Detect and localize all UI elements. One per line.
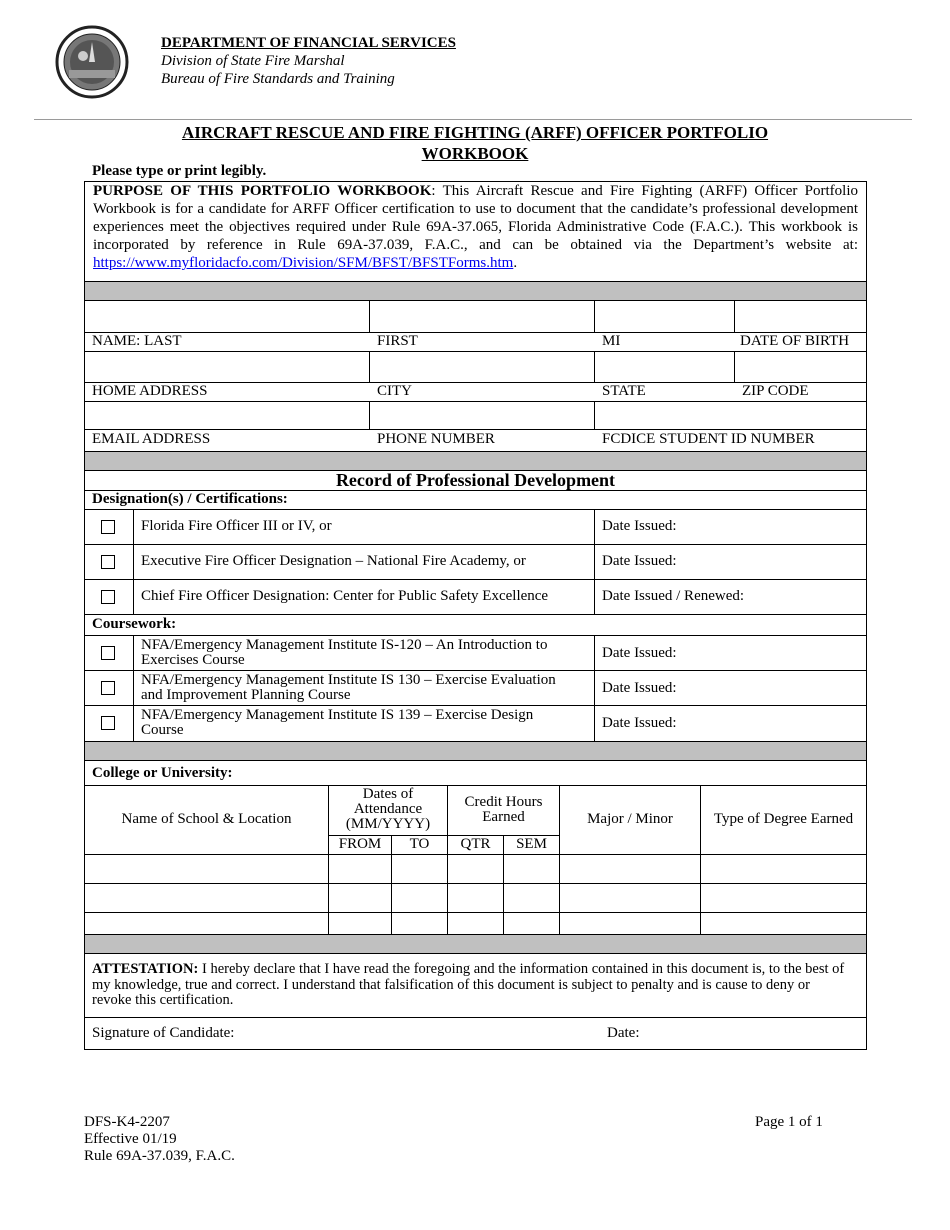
sem-cell[interactable] xyxy=(503,912,560,935)
form-title-line1: AIRCRAFT RESCUE AND FIRE FIGHTING (ARFF) OFFICER PORTFOLIO xyxy=(181,123,769,142)
to-cell[interactable] xyxy=(391,912,448,935)
student-id-field[interactable] xyxy=(594,401,867,430)
form-title-line2: WORKBOOK xyxy=(421,144,529,163)
date-renewed-label: Date Issued / Renewed: xyxy=(602,588,745,604)
department-name: DEPARTMENT OF FINANCIAL SERVICES xyxy=(161,35,456,51)
col-dates-line2: Attendance xyxy=(353,801,423,817)
date-issued-label: Date Issued: xyxy=(602,553,677,569)
col-qtr-label: QTR xyxy=(460,836,491,852)
grey-band xyxy=(84,741,867,761)
to-cell[interactable] xyxy=(391,883,448,913)
school-cell[interactable] xyxy=(84,883,329,913)
course-checkbox[interactable] xyxy=(101,716,115,730)
designation-checkbox[interactable] xyxy=(101,520,115,534)
attestation-text xyxy=(92,962,852,1009)
designation-label: Florida Fire Officer III or IV, or xyxy=(141,518,332,534)
date-issued-label: Date Issued: xyxy=(602,680,677,696)
major-cell[interactable] xyxy=(559,854,701,884)
sem-cell[interactable] xyxy=(503,883,560,913)
qtr-cell[interactable] xyxy=(447,912,504,935)
instruction-text: Please type or print legibly. xyxy=(92,163,267,179)
col-dates-line1: Dates of xyxy=(362,786,414,802)
purpose-box xyxy=(84,181,867,282)
email-field[interactable] xyxy=(84,401,370,430)
date-issued-label: Date Issued: xyxy=(602,645,677,661)
to-cell[interactable] xyxy=(391,854,448,884)
mi-label: MI xyxy=(602,333,621,349)
col-major-label: Major / Minor xyxy=(587,811,673,827)
florida-seal-image xyxy=(55,18,129,106)
major-cell[interactable] xyxy=(559,883,701,913)
student-id-label: FCDICE STUDENT ID NUMBER xyxy=(602,431,815,447)
first-name-label: FIRST xyxy=(377,333,418,349)
purpose-label: PURPOSE OF THIS PORTFOLIO WORKBOOK xyxy=(93,183,432,199)
designations-label: Designation(s) / Certifications: xyxy=(92,491,288,507)
home-address-field[interactable] xyxy=(84,351,370,383)
bureau-name: Bureau of Fire Standards and Training xyxy=(161,71,395,87)
course-label-line1: NFA/Emergency Management Institute IS 139 – Exercise Design xyxy=(141,707,534,723)
last-name-field[interactable] xyxy=(84,300,370,333)
grey-band xyxy=(84,934,867,954)
college-label: College or University: xyxy=(92,765,233,781)
purpose-text: : This Aircraft Rescue and Fire Fighting (ARFF) Officer Portfolio Workbook is for a candidate for ARFF Officer certification to use to document that the candidate’s professional development experiences meet the objectives required under Rule 69A-37.065, Florida Administrative Code (F.A.C.). This workbook is incorporated by reference in Rule 69A-37.039, F.A.C., and can be obtained via the Department’s website at: xyxy=(93,183,859,253)
col-from-label: FROM xyxy=(338,836,382,852)
mi-field[interactable] xyxy=(594,300,735,333)
course-label-line2: and Improvement Planning Course xyxy=(141,687,351,703)
attestation-body: I hereby declare that I have read the foregoing and the information contained in this document is, to the best of my knowledge, true and correct. I understand that falsification of this document is subject to penalty and is cause to deny or revoke this certification. xyxy=(92,961,845,1008)
coursework-label: Coursework: xyxy=(92,616,177,632)
date-issued-label: Date Issued: xyxy=(602,518,677,534)
zip-field[interactable] xyxy=(734,351,867,383)
course-checkbox[interactable] xyxy=(101,681,115,695)
course-label-line2: Course xyxy=(141,722,184,738)
from-cell[interactable] xyxy=(328,854,392,884)
zip-label: ZIP CODE xyxy=(742,383,809,399)
city-field[interactable] xyxy=(369,351,595,383)
col-dates-line3: (MM/YYYY) xyxy=(345,816,431,832)
division-name: Division of State Fire Marshal xyxy=(161,53,345,69)
grey-band xyxy=(84,281,867,301)
footer-info xyxy=(84,1114,235,1165)
dob-field[interactable] xyxy=(734,300,867,333)
record-heading: Record of Professional Development xyxy=(84,470,867,491)
agency-header xyxy=(161,34,456,88)
designation-checkbox[interactable] xyxy=(101,555,115,569)
effective-date: Effective 01/19 xyxy=(84,1131,177,1147)
purpose-end: . xyxy=(513,255,518,271)
city-label: CITY xyxy=(377,383,412,399)
designation-label: Executive Fire Officer Designation – National Fire Academy, or xyxy=(141,553,526,569)
last-name-label: NAME: LAST xyxy=(92,333,182,349)
form-number: DFS-K4-2207 xyxy=(84,1114,170,1130)
course-label-line2: Exercises Course xyxy=(141,652,245,668)
forms-link[interactable]: https://www.myfloridacfo.com/Division/SFM/BFST/BFSTForms.htm xyxy=(93,255,514,271)
date-issued-label: Date Issued: xyxy=(602,715,677,731)
col-degree-label: Type of Degree Earned xyxy=(713,811,854,827)
home-address-label: HOME ADDRESS xyxy=(92,383,208,399)
state-field[interactable] xyxy=(594,351,735,383)
degree-cell[interactable] xyxy=(700,912,867,935)
course-label xyxy=(141,673,556,703)
col-to-label: TO xyxy=(409,836,430,852)
attestation-label: ATTESTATION: xyxy=(92,961,199,977)
designation-label: Chief Fire Officer Designation: Center for Public Safety Excellence xyxy=(141,588,549,604)
from-cell[interactable] xyxy=(328,912,392,935)
phone-field[interactable] xyxy=(369,401,595,430)
course-label xyxy=(141,708,533,738)
page-number: Page 1 of 1 xyxy=(755,1114,823,1130)
email-label: EMAIL ADDRESS xyxy=(92,431,211,447)
from-cell[interactable] xyxy=(328,883,392,913)
signature-date-label: Date: xyxy=(607,1025,640,1041)
qtr-cell[interactable] xyxy=(447,883,504,913)
course-label-line1: NFA/Emergency Management Institute IS 130 – Exercise Evaluation xyxy=(141,672,556,688)
major-cell[interactable] xyxy=(559,912,701,935)
school-cell[interactable] xyxy=(84,854,329,884)
first-name-field[interactable] xyxy=(369,300,595,333)
state-label: STATE xyxy=(602,383,646,399)
grey-band xyxy=(84,451,867,471)
col-credit-label xyxy=(447,795,560,825)
col-school-label: Name of School & Location xyxy=(121,811,292,827)
sem-cell[interactable] xyxy=(503,854,560,884)
rule-reference: Rule 69A-37.039, F.A.C. xyxy=(84,1148,235,1164)
header-divider xyxy=(34,119,912,120)
course-label xyxy=(141,638,547,668)
course-checkbox[interactable] xyxy=(101,646,115,660)
coursework-row xyxy=(84,614,867,636)
degree-cell[interactable] xyxy=(700,883,867,913)
col-credit-line1: Credit Hours xyxy=(464,794,543,810)
qtr-cell[interactable] xyxy=(447,854,504,884)
col-sem-label: SEM xyxy=(516,836,547,852)
form-title xyxy=(84,122,866,164)
degree-cell[interactable] xyxy=(700,854,867,884)
designation-checkbox[interactable] xyxy=(101,590,115,604)
dob-label: DATE OF BIRTH xyxy=(740,333,850,349)
school-cell[interactable] xyxy=(84,912,329,935)
signature-label: Signature of Candidate: xyxy=(92,1025,235,1041)
col-dates-label xyxy=(328,787,448,832)
col-credit-line2: Earned xyxy=(482,809,525,825)
course-label-line1: NFA/Emergency Management Institute IS-120 – An Introduction to xyxy=(141,637,548,653)
phone-label: PHONE NUMBER xyxy=(377,431,495,447)
